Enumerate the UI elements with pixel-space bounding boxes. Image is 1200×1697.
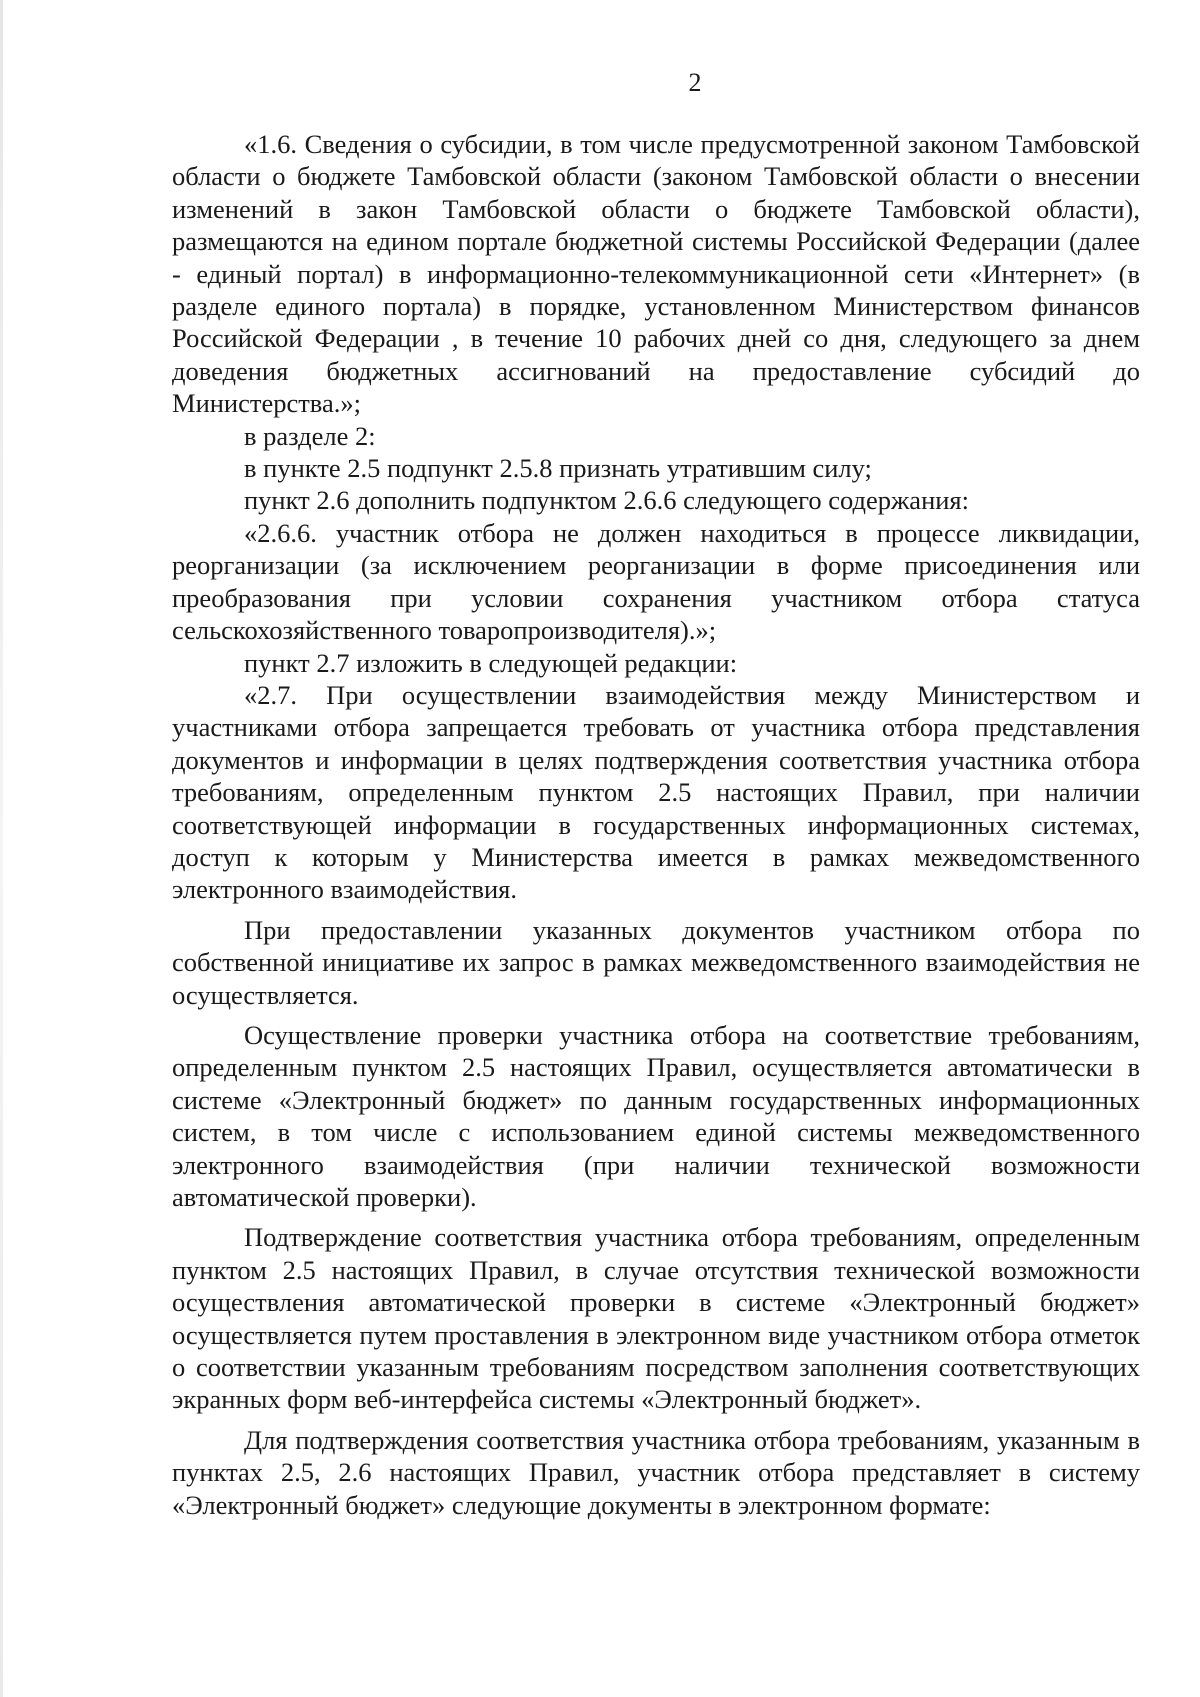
paragraph-2-7-intro: пункт 2.7 изложить в следующей редакции: [244,647,738,678]
paragraph-own-initiative: При предоставлении указанных документов участником отбора по собственной инициативе их запрос в рамках межведомственного взаимодействия не осуществляется. [172,914,1140,1010]
paragraph-2-6-6: «2.6.6. участник отбора не должен находиться в процессе ликвидации, реорганизации (за исключением реорганизации в форме присоединения или преобразования при условии сохранения участником отбора статуса сельскохозяйственного товаропроизводителя).»; [172,517,1140,646]
document-body [172,128,1140,1521]
paragraph-2-6-intro: пункт 2.6 дополнить подпунктом 2.6.6 следующего содержания: [244,485,969,516]
paragraph-2-7: «2.7. При осуществлении взаимодействия между Министерством и участниками отбора запрещается требовать от участника отбора представления документов и информации в целях подтверждения соответствия участника отбора требованиям, определенным пунктом 2.5 настоящих Правил, при наличии соответствующей информации в государственных информационных системах, доступ к которым у Министерства имеется в рамках межведомственного электронного взаимодействия. [172,679,1140,905]
paragraph-automatic-check: Осуществление проверки участника отбора на соответствие требованиям, определенным пунктом 2.5 настоящих Правил, осуществляется автоматически в системе «Электронный бюджет» по данным государственных информационных систем, в том числе с использованием единой системы межведомственного электронного взаимодействия (при наличии технической возможности автоматической проверки). [172,1019,1140,1212]
page-number: 2 [688,68,702,97]
paragraph-2-5-8: в пункте 2.5 подпункт 2.5.8 признать утратившим силу; [244,453,872,484]
paragraph-documents: Для подтверждения соответствия участника отбора требованиям, указанным в пунктах 2.5, 2.6 настоящих Правил, участник отбора представляет в систему «Электронный бюджет» следующие документы в электронном формате: [172,1424,1140,1520]
paragraph-1-6: «1.6. Сведения о субсидии, в том числе предусмотренной законом Тамбовской области о бюджете Тамбовской области (законом Тамбовской области о внесении изменений в закон Тамбовской области о бюджете Тамбовской области), размещаются на едином портале бюджетной системы Российской Федерации (далее - единый портал) в информационно-телекоммуникационной сети «Интернет» (в разделе единого портала) в порядке, установленном Министерством финансов Российской Федерации , в течение 10 рабочих дней со дня, следующего за днем доведения бюджетных ассигнований на предоставление субсидий до Министерства.»; [172,129,1140,419]
paragraph-confirmation: Подтверждение соответствия участника отбора требованиям, определенным пунктом 2.5 настоящих Правил, в случае отсутствия технической возможности осуществления автоматической проверки в системе «Электронный бюджет» осуществляется путем проставления в электронном виде участником отбора отметок о соответствии указанным требованиям посредством заполнения соответствующих экранных форм веб-интерфейса системы «Электронный бюджет». [172,1222,1140,1415]
paragraph-section-2: в разделе 2: [244,420,376,451]
scan-edge [0,0,3,1697]
